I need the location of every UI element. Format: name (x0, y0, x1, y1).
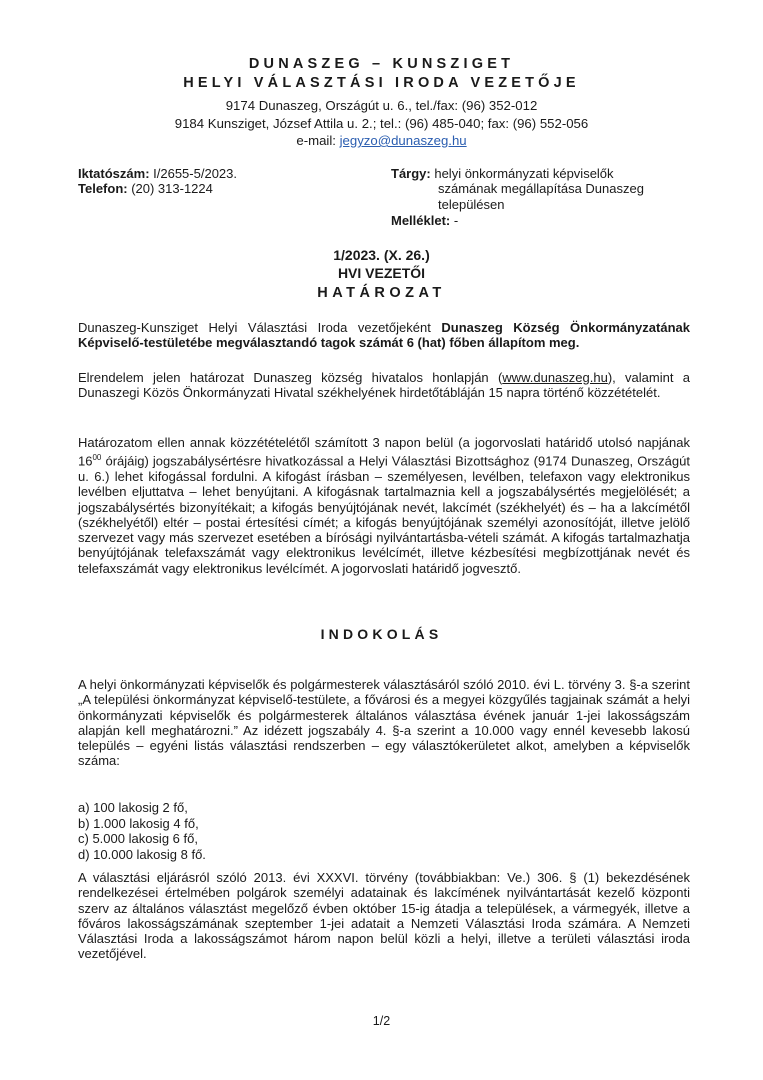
remedy-text-b: órájáig) jogszabálysértésre hivatkozással a Helyi Választási Bizottsághoz (9174 Dunaszeg, Országút u. 6.) lehet kifogással fordulni. A kifogást írásban – személyesen, levélben, telefaxon vagy elektronikus levélben eljuttatva – lehet benyújtani. A kifogásnak tartalmaznia kell a jogszabálysértés megjelölését; a jogszabálysértés bizonyítékait; a kifogás benyújtójának nevét, lakcímét (székhelyét) és – ha a lakcímétől (székhelyétől) eltér – postai értesítési címét; a kifogás benyújtójának személyi azonosítóját, illetve jelölő szervezet vagy más szervezet esetében a bírósági nyilvántartásba-vételi számát. A kifogás tartalmazhatja benyújtójának telefaxszámát vagy elektronikus levélcímét, illetve kézbesítési megbízottjának nevét és telefaxszámát vagy elektronikus levélcímét. A jogorvoslati határidő jogvesztő. (78, 453, 690, 576)
melleklet-label: Melléklet: (391, 213, 451, 228)
list-item: a) 100 lakosig 2 fő, (78, 800, 188, 815)
melleklet-value: - (450, 213, 459, 228)
remedy-paragraph (78, 435, 690, 576)
email-line (0, 132, 763, 149)
publication-text-a: Elrendelem jelen határozat Dunaszeg község hivatalos honlapján ( (78, 370, 503, 385)
decision-paragraph (78, 320, 690, 351)
telefon-label: Telefon: (78, 181, 128, 196)
website-link[interactable]: www.dunaszeg.hu (502, 370, 608, 385)
publication-paragraph (78, 370, 690, 401)
org-name-line2: HELYI VÁLASZTÁSI IRODA VEZETŐJE (183, 75, 580, 91)
reasoning-paragraph-1: A helyi önkormányzati képviselők és polgármesterek választásáról szóló 2010. évi L. törvény 3. §-a szerint „A települési önkormányzat képviselő-testülete, a fővárosi és a megyei közgyűlés tagjainak számát a helyi önkormányzati képviselők és polgármesterek általános választása évének január 1-jei lakosságszám alapján kell meghatározni.” Az idézett jogszabály 4. §-a szerint a 10.000 vagy ennél kevesebb lakosú település – egyéni listás választási rendszerben – egy választókerületet alkot, amelyben a képviselők száma: (78, 677, 690, 769)
decision-title: HATÁROZAT (317, 285, 446, 301)
targy-line1 (391, 166, 614, 182)
melleklet-line (391, 213, 458, 229)
decision-text-intro: Dunaszeg-Kunsziget Helyi Választási Iroda vezetőjeként (78, 320, 442, 335)
targy-value-1: helyi önkormányzati képviselők (430, 166, 614, 181)
targy-line3: településen (438, 197, 505, 212)
list-item: b) 1.000 lakosig 4 fő, (78, 815, 199, 831)
targy-line2: számának megállapítása Dunaszeg (438, 181, 644, 196)
iktato-line (78, 166, 237, 182)
address-kunsziget: 9184 Kunsziget, József Attila u. 2.; tel.: (96) 485-040; fax: (96) 552-056 (174, 116, 589, 131)
remedy-text-a: Határozatom ellen annak közzétételétől számított 3 napon belül (a jogorvoslati határidő utolsó napjának 16 (78, 435, 690, 469)
decision-number: 1/2023. (X. 26.) (333, 247, 430, 263)
list-item: d) 10.000 lakosig 8 fő. (78, 846, 206, 862)
iktato-label: Iktatószám: (78, 166, 150, 181)
targy-label: Tárgy: (391, 166, 431, 181)
reasoning-paragraph-2: A választási eljárásról szóló 2013. évi XXXVI. törvény (továbbiakban: Ve.) 306. § (1) bekezdésének rendelkezései értelmében polgárok személyi adatainak és lakcímének nyilvántartását kezelő központi szerv az általános választást megelőző évben október 15-ig átadja a települések, a vármegyék, illetve a főváros lakosságszámának szeptember 1-jei adatait a Nemzeti Választási Iroda számára. A Nemzeti Választási Iroda a lakosságszámot három napon belül közli a helyi, illetve a területi választási iroda vezetőjével. (78, 870, 690, 962)
reasoning-heading: INDOKOLÁS (320, 626, 443, 642)
publication-text-b: ), valamint a Dunaszegi Közös Önkormányzati Hivatal székhelyének hirdetőtábláján 15 napra történő közzétételét. (78, 370, 690, 401)
seat-count-list (78, 800, 206, 862)
decision-text-bold: Dunaszeg Község Önkormányzatának Képviselő-testületébe megválasztandó tagok számát 6 (hat) főben állapítom meg. (78, 320, 690, 351)
page-number: 1/2 (372, 1014, 391, 1028)
decision-issuer: HVI VEZETŐI (337, 265, 426, 281)
remedy-superscript: 00 (92, 453, 102, 463)
telefon-value: (20) 313-1224 (127, 181, 213, 196)
iktato-value: I/2655-5/2023. (149, 166, 237, 181)
email-label: e-mail: (296, 133, 340, 148)
email-link[interactable]: jegyzo@dunaszeg.hu (339, 133, 467, 148)
list-item: c) 5.000 lakosig 6 fő, (78, 831, 198, 846)
address-dunaszeg: 9174 Dunaszeg, Országút u. 6., tel./fax: (96) 352-012 (225, 98, 538, 113)
org-name-line1: DUNASZEG – KUNSZIGET (248, 56, 515, 72)
telefon-line (78, 181, 213, 197)
